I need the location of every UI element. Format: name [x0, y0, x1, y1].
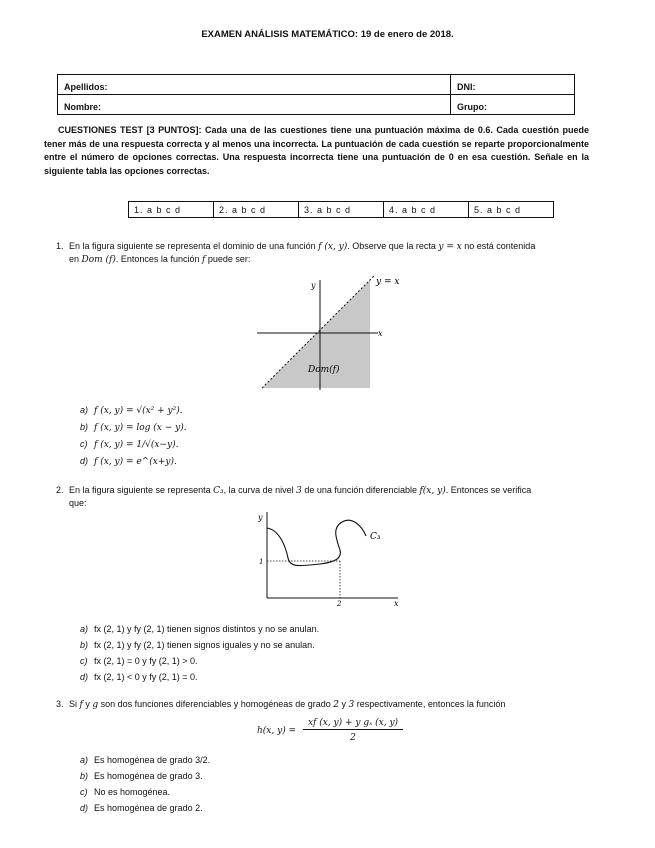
- q1-options: [80, 402, 187, 470]
- option-label: c): [80, 656, 88, 666]
- region-label: Dom(f): [308, 365, 340, 375]
- option-label: a): [80, 624, 89, 634]
- option-label: d): [80, 456, 89, 466]
- math: 3: [348, 700, 355, 710]
- option-label: b): [80, 640, 89, 650]
- option[interactable]: [80, 752, 210, 768]
- question-text: de una función diferenciable: [301, 485, 420, 495]
- level-curve-c3: [267, 520, 366, 565]
- math: y = x: [438, 242, 462, 252]
- question-text: son dos funciones diferenciables y homogéneas de grado: [98, 699, 334, 709]
- question-text: respectivamente, entonces la función: [354, 699, 506, 709]
- y-axis-label: y: [258, 513, 263, 522]
- exam-title: EXAMEN ANÁLISIS MATEMÁTICO: 19 de enero de 2018.: [201, 29, 454, 40]
- question-2: [56, 484, 596, 508]
- x-tick-2: 2: [337, 600, 342, 608]
- formula-numerator: xf (x, y) + y gₓ (x, y): [303, 718, 403, 730]
- option-text: Es homogénea de grado 3/2.: [94, 755, 211, 765]
- question-1: [56, 240, 596, 265]
- question-text: no está contenida: [461, 241, 536, 251]
- math: Dom (f): [81, 255, 116, 265]
- option[interactable]: [80, 637, 319, 653]
- math: f: [79, 700, 83, 710]
- option-text: f (x, y) = e^(x+y).: [94, 457, 177, 467]
- question-text: . Observe que la recta: [347, 241, 439, 251]
- question-text: puede ser:: [205, 254, 251, 264]
- option-text: fx (2, 1) = 0 y fy (2, 1) > 0.: [94, 656, 198, 666]
- option[interactable]: [80, 768, 210, 784]
- math: 3: [296, 486, 302, 496]
- option[interactable]: [80, 784, 210, 800]
- grupo-field[interactable]: Grupo:: [451, 95, 575, 115]
- question-text: En la figura siguiente se representa el dominio de una función: [69, 241, 319, 251]
- domain-figure: [250, 272, 410, 394]
- answer-cell[interactable]: 2. a b c d: [214, 202, 299, 218]
- option-label: c): [80, 439, 88, 449]
- dni-field[interactable]: DNI:: [451, 75, 575, 95]
- option-label: b): [80, 422, 89, 432]
- answer-table: [128, 201, 554, 218]
- option[interactable]: [80, 453, 187, 470]
- math: g: [92, 700, 99, 710]
- option-label: d): [80, 672, 89, 682]
- answer-cell[interactable]: 5. a b c d: [469, 202, 554, 218]
- question-text: en: [69, 254, 82, 264]
- option-label: d): [80, 803, 89, 813]
- option-label: c): [80, 787, 88, 797]
- x-axis-label: x: [378, 329, 383, 338]
- student-id-table: [57, 74, 575, 115]
- option-label: a): [80, 405, 89, 415]
- y-tick-1: 1: [259, 558, 264, 566]
- curve-label: C₃: [370, 532, 381, 542]
- option-label: b): [80, 771, 89, 781]
- option-text: fx (2, 1) < 0 y fy (2, 1) = 0.: [94, 672, 198, 682]
- math: 2: [333, 700, 340, 710]
- option-label: a): [80, 755, 89, 765]
- question-number: 1.: [56, 241, 64, 251]
- option-text: f (x, y) = √(x² + y²).: [94, 406, 183, 416]
- formula-lhs: h(x, y) =: [257, 726, 297, 736]
- x-axis-label: x: [394, 599, 399, 608]
- math: f: [201, 255, 206, 265]
- instructions: [44, 124, 589, 178]
- formula-denominator: 2: [350, 733, 356, 743]
- question-text: que:: [69, 498, 87, 508]
- apellidos-field[interactable]: Apellidos:: [58, 75, 451, 95]
- question-number: 2.: [56, 485, 64, 495]
- question-text: Si: [69, 699, 80, 709]
- level-curve-figure: [250, 508, 410, 610]
- question-text: En la figura siguiente se representa: [69, 485, 214, 495]
- answer-cell[interactable]: 4. a b c d: [384, 202, 469, 218]
- math: f (x, y): [318, 242, 348, 252]
- math: C₃: [213, 486, 224, 496]
- question-text: . Entonces la función: [115, 254, 202, 264]
- option-text: Es homogénea de grado 2.: [94, 803, 203, 813]
- y-axis-label: y: [311, 281, 316, 290]
- instructions-text: CUESTIONES TEST [3 PUNTOS]: Cada una de las cuestiones tiene una puntuación máxima de 0.6. Cada cuestión puede tener más de una respuesta correcta y al menos una incorrecta. La puntuación de cada cuestión se reparte proporcionalmente entre el número de opciones correctas. Una respuesta incorrecta tiene una puntuación de 0 en esa cuestión. Señale en la siguiente tabla las opciones correctas.: [44, 125, 589, 176]
- math: f(x, y): [419, 486, 446, 496]
- option[interactable]: [80, 419, 187, 436]
- answer-cell[interactable]: 1. a b c d: [129, 202, 214, 218]
- line-label: y = x: [376, 277, 400, 287]
- option-text: fx (2, 1) y fy (2, 1) tienen signos distintos y no se anulan.: [94, 624, 320, 634]
- option-text: fx (2, 1) y fy (2, 1) tienen signos iguales y no se anulan.: [94, 640, 315, 650]
- answer-cell[interactable]: 3. a b c d: [299, 202, 384, 218]
- q3-options: [80, 752, 210, 816]
- option-text: f (x, y) = log (x − y).: [94, 423, 187, 433]
- option-text: No es homogénea.: [94, 787, 171, 797]
- question-text: . Entonces se verifica: [445, 485, 532, 495]
- question-text: , la curva de nivel: [223, 485, 297, 495]
- option[interactable]: [80, 402, 187, 419]
- option[interactable]: [80, 621, 319, 637]
- option[interactable]: [80, 800, 210, 816]
- option-text: f (x, y) = 1/√(x−y).: [94, 440, 179, 450]
- q2-options: [80, 621, 319, 685]
- option[interactable]: [80, 436, 187, 453]
- question-text: y: [339, 699, 349, 709]
- nombre-field[interactable]: Nombre:: [58, 95, 451, 115]
- option[interactable]: [80, 669, 319, 685]
- question-number: 3.: [56, 699, 64, 709]
- question-text: y: [82, 699, 93, 709]
- option-text: Es homogénea de grado 3.: [94, 771, 203, 781]
- option[interactable]: [80, 653, 319, 669]
- question-3: [56, 698, 596, 710]
